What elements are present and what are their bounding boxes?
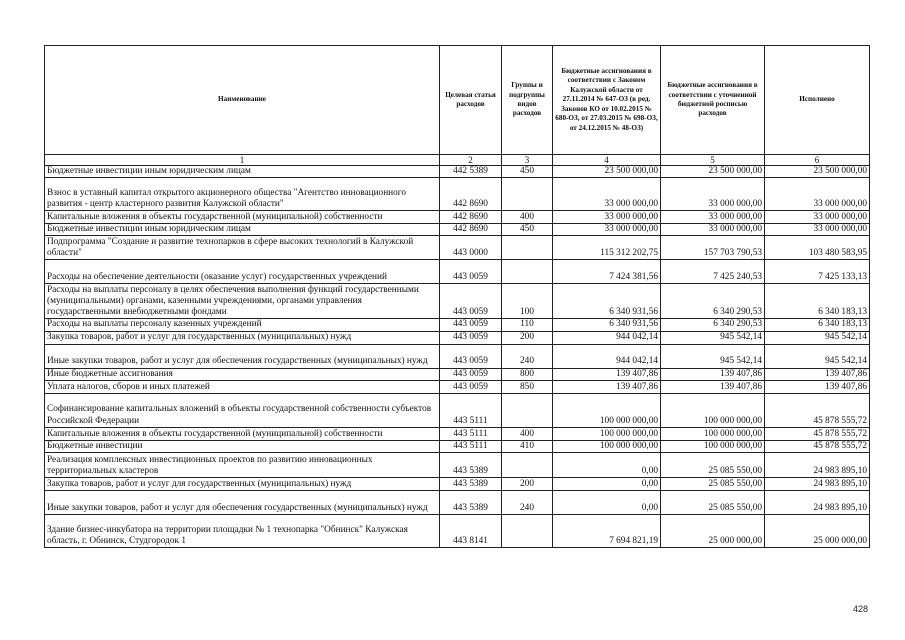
row-group-code: 850 [502,380,553,393]
row-assignments-law: 7 424 381,56 [553,260,661,284]
row-target-code: 443 0059 [440,319,502,331]
table-row [45,368,870,380]
budget-table [44,45,870,548]
row-target-code: 443 5389 [440,478,502,491]
row-assignments-list: 6 340 290,53 [661,284,765,319]
row-group-code: 400 [502,211,553,224]
row-assignments-list: 7 425 240,53 [661,260,765,284]
row-name: Подпрограмма "Создание и развитие технопарков в сфере высоких технологий в Калужской области" [45,236,440,260]
row-assignments-list: 25 085 550,00 [661,491,765,515]
row-target-code: 443 0059 [440,260,502,284]
row-name: Расходы на выплаты персоналу в целях обеспечения выполнения функций государственными (муниципальными) органами, казенными учреждениями, органами управления государственными внебюджетными фондами [45,284,440,319]
row-assignments-list: 25 085 550,00 [661,453,765,478]
row-executed: 6 340 183,13 [765,319,870,331]
row-executed: 24 983 895,10 [765,478,870,491]
row-assignments-law: 0,00 [553,491,661,515]
row-assignments-list: 139 407,86 [661,380,765,393]
row-assignments-list: 157 703 790,53 [661,236,765,260]
row-assignments-law: 139 407,86 [553,368,661,380]
row-group-code [502,453,553,478]
column-index: 1 [45,155,440,166]
row-executed: 139 407,86 [765,368,870,380]
row-name: Закупка товаров, работ и услуг для государственных (муниципальных) нужд [45,478,440,491]
table-row [45,178,870,211]
row-assignments-law: 33 000 000,00 [553,224,661,236]
header-row [45,46,870,155]
row-target-code: 443 5111 [440,393,502,427]
row-name: Бюджетные инвестиции [45,440,440,452]
row-assignments-list: 945 542,14 [661,331,765,344]
row-assignments-law: 100 000 000,00 [553,393,661,427]
row-target-code: 442 8690 [440,211,502,224]
row-assignments-list: 33 000 000,00 [661,178,765,211]
header-executed: Исполнено [765,46,870,155]
row-target-code: 443 0059 [440,344,502,368]
row-assignments-law: 33 000 000,00 [553,211,661,224]
row-assignments-law: 100 000 000,00 [553,427,661,440]
row-assignments-list: 25 085 550,00 [661,478,765,491]
row-target-code: 443 0059 [440,368,502,380]
row-group-code: 110 [502,319,553,331]
column-index: 3 [502,155,553,166]
row-group-code: 240 [502,344,553,368]
row-group-code: 400 [502,427,553,440]
row-assignments-list: 100 000 000,00 [661,427,765,440]
row-assignments-list: 33 000 000,00 [661,211,765,224]
table-row [45,515,870,548]
row-executed: 45 878 555,72 [765,440,870,452]
row-group-code: 200 [502,478,553,491]
row-executed: 45 878 555,72 [765,427,870,440]
row-executed: 945 542,14 [765,344,870,368]
header-group: Группы и подгруппы видов расходов [502,46,553,155]
table-row [45,331,870,344]
row-target-code: 442 8690 [440,224,502,236]
row-name: Реализация комплексных инвестиционных проектов по развитию инновационных территориальных кластеров [45,453,440,478]
row-executed: 33 000 000,00 [765,178,870,211]
row-assignments-law: 0,00 [553,453,661,478]
row-name: Уплата налогов, сборов и иных платежей [45,380,440,393]
row-target-code: 443 0059 [440,284,502,319]
row-assignments-law: 0,00 [553,478,661,491]
row-group-code [502,178,553,211]
table-row [45,478,870,491]
row-target-code: 443 5111 [440,427,502,440]
row-name: Иные закупки товаров, работ и услуг для обеспечения государственных (муниципальных) нужд [45,491,440,515]
row-name: Капитальные вложения в объекты государственной (муниципальной) собственности [45,211,440,224]
table-row [45,393,870,427]
row-target-code: 442 8690 [440,178,502,211]
row-target-code: 443 5111 [440,440,502,452]
row-name: Здание бизнес-инкубатора на территории площадки № 1 технопарка "Обнинск" Калужская область, г. Обнинск, Студгородок 1 [45,515,440,548]
row-name: Иные бюджетные ассигнования [45,368,440,380]
row-assignments-law: 33 000 000,00 [553,178,661,211]
row-group-code [502,393,553,427]
row-target-code: 442 5389 [440,166,502,178]
row-assignments-list: 139 407,86 [661,368,765,380]
row-assignments-law: 139 407,86 [553,380,661,393]
header-name: Наименование [45,46,440,155]
row-target-code: 443 0000 [440,236,502,260]
row-name: Взнос в уставный капитал открытого акционерного общества "Агентство инновационного развития - центр кластерного развития Калужской области" [45,178,440,211]
row-group-code: 450 [502,166,553,178]
row-group-code: 200 [502,331,553,344]
row-executed: 103 480 583,95 [765,236,870,260]
row-assignments-law: 7 694 821,19 [553,515,661,548]
header-assignments-list: Бюджетные ассигнования в соответствии с уточненной бюджетной росписью расходов [661,46,765,155]
table-row [45,284,870,319]
row-target-code: 443 0059 [440,380,502,393]
row-assignments-list: 23 500 000,00 [661,166,765,178]
row-executed: 24 983 895,10 [765,491,870,515]
row-name: Расходы на выплаты персоналу казенных учреждений [45,319,440,331]
row-executed: 23 500 000,00 [765,166,870,178]
header-assignments-law: Бюджетные ассигнования в соответствии с Законом Калужской области от 27.11.2014 № 647-ОЗ (в ред. Законов КО от 10.02.2015 № 680-ОЗ, от 27.03.2015 № 698-ОЗ, от 24.12.2015 № 48-ОЗ) [553,46,661,155]
row-assignments-law: 944 042,14 [553,331,661,344]
row-assignments-law: 944 042,14 [553,344,661,368]
table-row [45,236,870,260]
column-index: 6 [765,155,870,166]
table-row [45,427,870,440]
row-group-code: 800 [502,368,553,380]
row-assignments-law: 23 500 000,00 [553,166,661,178]
row-target-code: 443 5389 [440,453,502,478]
row-executed: 33 000 000,00 [765,211,870,224]
table-row [45,166,870,178]
row-name: Бюджетные инвестиции иным юридическим лицам [45,166,440,178]
row-group-code [502,515,553,548]
row-assignments-list: 945 542,14 [661,344,765,368]
column-index-row [45,155,870,166]
table-row [45,211,870,224]
row-assignments-list: 100 000 000,00 [661,440,765,452]
table-row [45,380,870,393]
row-target-code: 443 5389 [440,491,502,515]
table-row [45,453,870,478]
table-row [45,440,870,452]
row-executed: 139 407,86 [765,380,870,393]
row-group-code: 450 [502,224,553,236]
row-group-code: 240 [502,491,553,515]
row-name: Иные закупки товаров, работ и услуг для обеспечения государственных (муниципальных) нужд [45,344,440,368]
row-assignments-list: 100 000 000,00 [661,393,765,427]
row-executed: 45 878 555,72 [765,393,870,427]
row-executed: 24 983 895,10 [765,453,870,478]
row-executed: 33 000 000,00 [765,224,870,236]
row-group-code: 100 [502,284,553,319]
row-executed: 6 340 183,13 [765,284,870,319]
row-target-code: 443 8141 [440,515,502,548]
column-index: 5 [661,155,765,166]
table-row [45,344,870,368]
header-target: Целевая статья расходов [440,46,502,155]
table-row [45,319,870,331]
column-index: 2 [440,155,502,166]
row-name: Бюджетные инвестиции иным юридическим лицам [45,224,440,236]
row-name: Софинансирование капитальных вложений в объекты государственной собственности субъектов Российской Федерации [45,393,440,427]
row-assignments-list: 25 000 000,00 [661,515,765,548]
table-row [45,260,870,284]
row-target-code: 443 0059 [440,331,502,344]
table-row [45,224,870,236]
row-assignments-law: 6 340 931,56 [553,284,661,319]
row-name: Расходы на обеспечение деятельности (оказание услуг) государственных учреждений [45,260,440,284]
row-executed: 25 000 000,00 [765,515,870,548]
row-assignments-law: 6 340 931,56 [553,319,661,331]
row-group-code [502,260,553,284]
table-row [45,491,870,515]
row-name: Закупка товаров, работ и услуг для государственных (муниципальных) нужд [45,331,440,344]
row-group-code [502,236,553,260]
page-number: 428 [853,604,869,614]
row-assignments-list: 33 000 000,00 [661,224,765,236]
row-assignments-law: 115 312 202,75 [553,236,661,260]
row-executed: 7 425 133,13 [765,260,870,284]
row-executed: 945 542,14 [765,331,870,344]
row-group-code: 410 [502,440,553,452]
row-assignments-list: 6 340 290,53 [661,319,765,331]
row-name: Капитальные вложения в объекты государственной (муниципальной) собственности [45,427,440,440]
row-assignments-law: 100 000 000,00 [553,440,661,452]
column-index: 4 [553,155,661,166]
